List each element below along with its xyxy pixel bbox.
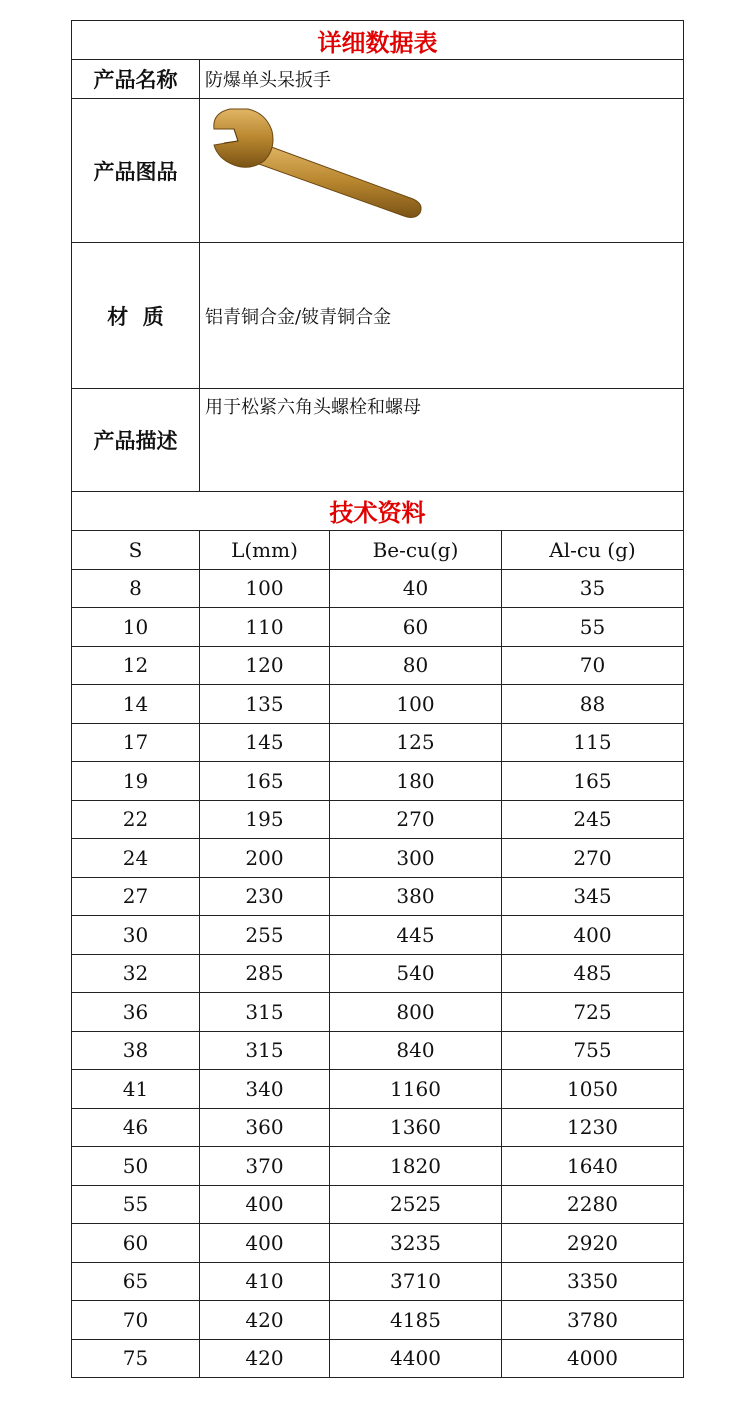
s-cell: 75	[72, 1339, 200, 1378]
s-cell: 27	[72, 877, 200, 916]
s-cell: 8	[72, 569, 200, 608]
length-cell: 315	[200, 993, 330, 1032]
table-row	[72, 800, 684, 839]
header-al-cu: Al-cu (g)	[502, 530, 684, 569]
be-cu-cell: 540	[330, 954, 502, 993]
length-cell: 135	[200, 685, 330, 724]
s-cell: 50	[72, 1147, 200, 1186]
al-cu-cell: 4000	[502, 1339, 684, 1378]
length-cell: 315	[200, 1031, 330, 1070]
s-cell: 12	[72, 646, 200, 685]
s-cell: 70	[72, 1301, 200, 1340]
header-s: S	[72, 530, 200, 569]
length-cell: 410	[200, 1262, 330, 1301]
length-cell: 230	[200, 877, 330, 916]
length-cell: 370	[200, 1147, 330, 1186]
be-cu-cell: 3235	[330, 1224, 502, 1263]
length-cell: 340	[200, 1070, 330, 1109]
s-cell: 41	[72, 1070, 200, 1109]
table-row	[72, 1147, 684, 1186]
s-cell: 55	[72, 1185, 200, 1224]
al-cu-cell: 345	[502, 877, 684, 916]
be-cu-cell: 100	[330, 685, 502, 724]
product-image-row	[72, 99, 684, 243]
be-cu-cell: 840	[330, 1031, 502, 1070]
length-cell: 420	[200, 1339, 330, 1378]
material-value: 铝青铜合金/铍青铜合金	[200, 243, 684, 389]
table-row	[72, 608, 684, 647]
s-cell: 19	[72, 762, 200, 801]
data-sheet	[71, 20, 683, 1378]
table-row	[72, 1339, 684, 1378]
tech-header-row	[72, 530, 684, 569]
table-row	[72, 1262, 684, 1301]
length-cell: 285	[200, 954, 330, 993]
s-cell: 65	[72, 1262, 200, 1301]
al-cu-cell: 70	[502, 646, 684, 685]
tech-title: 技术资料	[72, 491, 684, 530]
length-cell: 100	[200, 569, 330, 608]
detail-title-row	[72, 21, 684, 60]
header-length: L(mm)	[200, 530, 330, 569]
be-cu-cell: 4185	[330, 1301, 502, 1340]
tech-table-body	[72, 569, 684, 1378]
length-cell: 200	[200, 839, 330, 878]
table-row	[72, 916, 684, 955]
table-row	[72, 646, 684, 685]
wrench-icon	[208, 107, 438, 237]
al-cu-cell: 165	[502, 762, 684, 801]
table-row	[72, 569, 684, 608]
al-cu-cell: 1640	[502, 1147, 684, 1186]
table-row	[72, 1070, 684, 1109]
s-cell: 30	[72, 916, 200, 955]
be-cu-cell: 40	[330, 569, 502, 608]
table-row	[72, 1224, 684, 1263]
product-name-value: 防爆单头呆扳手	[200, 60, 684, 99]
length-cell: 420	[200, 1301, 330, 1340]
s-cell: 32	[72, 954, 200, 993]
table-row	[72, 1301, 684, 1340]
length-cell: 360	[200, 1108, 330, 1147]
detail-table	[71, 20, 684, 492]
al-cu-cell: 35	[502, 569, 684, 608]
table-row	[72, 685, 684, 724]
length-cell: 165	[200, 762, 330, 801]
al-cu-cell: 270	[502, 839, 684, 878]
table-row	[72, 993, 684, 1032]
length-cell: 255	[200, 916, 330, 955]
table-row	[72, 1031, 684, 1070]
be-cu-cell: 180	[330, 762, 502, 801]
table-row	[72, 723, 684, 762]
material-label: 材 质	[72, 243, 200, 389]
al-cu-cell: 3780	[502, 1301, 684, 1340]
al-cu-cell: 755	[502, 1031, 684, 1070]
product-image-label: 产品图品	[72, 99, 200, 243]
al-cu-cell: 245	[502, 800, 684, 839]
s-cell: 10	[72, 608, 200, 647]
s-cell: 22	[72, 800, 200, 839]
be-cu-cell: 2525	[330, 1185, 502, 1224]
length-cell: 110	[200, 608, 330, 647]
al-cu-cell: 3350	[502, 1262, 684, 1301]
be-cu-cell: 125	[330, 723, 502, 762]
al-cu-cell: 2920	[502, 1224, 684, 1263]
be-cu-cell: 1160	[330, 1070, 502, 1109]
table-row	[72, 1185, 684, 1224]
length-cell: 195	[200, 800, 330, 839]
table-row	[72, 839, 684, 878]
s-cell: 14	[72, 685, 200, 724]
s-cell: 60	[72, 1224, 200, 1263]
be-cu-cell: 4400	[330, 1339, 502, 1378]
be-cu-cell: 1360	[330, 1108, 502, 1147]
s-cell: 46	[72, 1108, 200, 1147]
be-cu-cell: 270	[330, 800, 502, 839]
s-cell: 24	[72, 839, 200, 878]
s-cell: 38	[72, 1031, 200, 1070]
description-row	[72, 389, 684, 492]
header-be-cu: Be-cu(g)	[330, 530, 502, 569]
be-cu-cell: 300	[330, 839, 502, 878]
be-cu-cell: 380	[330, 877, 502, 916]
be-cu-cell: 80	[330, 646, 502, 685]
description-value: 用于松紧六角头螺栓和螺母	[200, 389, 684, 492]
al-cu-cell: 88	[502, 685, 684, 724]
al-cu-cell: 485	[502, 954, 684, 993]
detail-title: 详细数据表	[72, 21, 684, 60]
length-cell: 120	[200, 646, 330, 685]
product-name-row	[72, 60, 684, 99]
al-cu-cell: 1230	[502, 1108, 684, 1147]
product-image-cell	[200, 99, 684, 243]
table-row	[72, 877, 684, 916]
material-row	[72, 243, 684, 389]
length-cell: 400	[200, 1224, 330, 1263]
be-cu-cell: 445	[330, 916, 502, 955]
s-cell: 17	[72, 723, 200, 762]
be-cu-cell: 1820	[330, 1147, 502, 1186]
table-row	[72, 954, 684, 993]
description-label: 产品描述	[72, 389, 200, 492]
al-cu-cell: 1050	[502, 1070, 684, 1109]
table-row	[72, 762, 684, 801]
al-cu-cell: 115	[502, 723, 684, 762]
tech-table	[71, 491, 684, 1379]
al-cu-cell: 55	[502, 608, 684, 647]
al-cu-cell: 400	[502, 916, 684, 955]
tech-title-row	[72, 491, 684, 530]
product-name-label: 产品名称	[72, 60, 200, 99]
s-cell: 36	[72, 993, 200, 1032]
table-row	[72, 1108, 684, 1147]
length-cell: 145	[200, 723, 330, 762]
length-cell: 400	[200, 1185, 330, 1224]
al-cu-cell: 2280	[502, 1185, 684, 1224]
be-cu-cell: 60	[330, 608, 502, 647]
be-cu-cell: 800	[330, 993, 502, 1032]
be-cu-cell: 3710	[330, 1262, 502, 1301]
al-cu-cell: 725	[502, 993, 684, 1032]
